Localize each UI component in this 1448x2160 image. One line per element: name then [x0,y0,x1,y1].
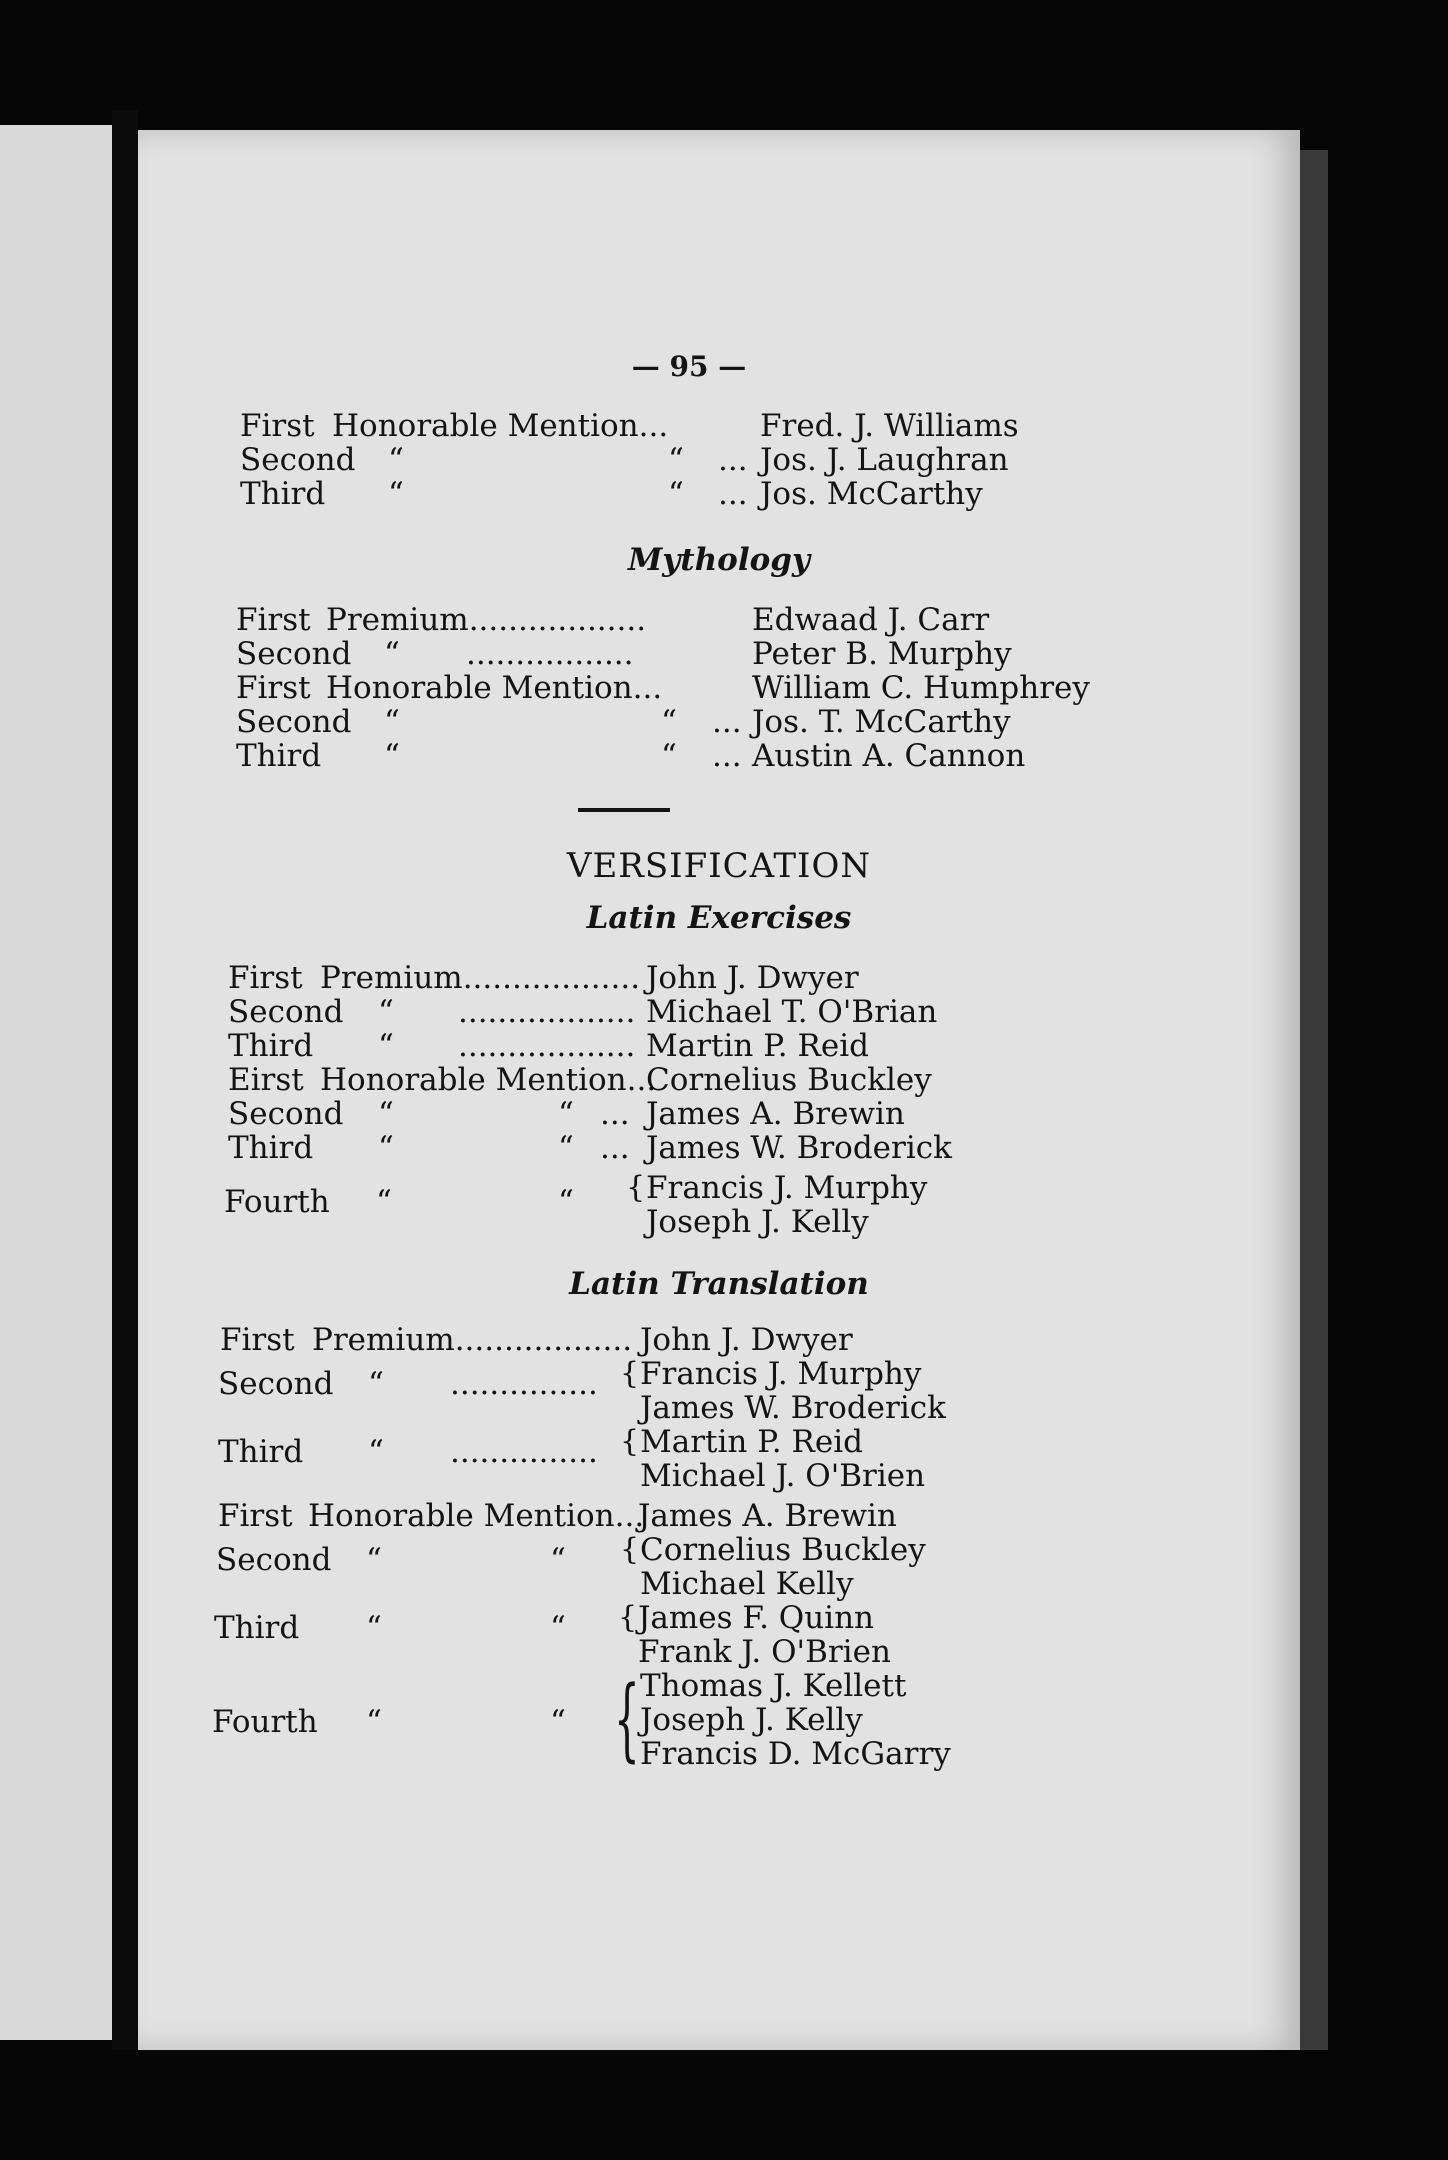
rank-label: Third [214,1610,300,1646]
ditto-mark: “ [378,1096,394,1132]
ditto-mark: “ [378,994,394,1030]
brace-glyph: { [626,1170,646,1205]
dot-leader: ... [600,1096,630,1132]
rank-label: Third [236,738,322,774]
page-edge-shadow [1300,150,1328,2050]
book-page [138,130,1300,2050]
ditto-mark: “ [550,1610,566,1646]
brace-glyph: { [614,1667,640,1772]
ditto-mark: “ [384,738,400,774]
rank-label: Second [216,1542,332,1578]
recipient-name: Michael T. O'Brian [646,994,938,1030]
rank-label: First [220,1322,295,1358]
rank-label: Second [228,994,344,1030]
ditto-mark: “ [388,476,404,512]
recipient-name: Jos. T. McCarthy [752,704,1011,740]
page-number: — 95 — [631,350,747,383]
brace-glyph: { [620,1424,640,1459]
recipient-name: Francis J. Murphy [640,1356,922,1392]
recipient-name: Joseph J. Kelly [646,1204,869,1240]
award-label: Honorable Mention... [326,670,663,706]
dot-leader: ............... [450,1366,598,1402]
ditto-mark: “ [558,1096,574,1132]
rank-label: Third [228,1028,314,1064]
recipient-name: Peter B. Murphy [752,636,1012,672]
brace-glyph: { [620,1532,640,1567]
recipient-name: Jos. J. Laughran [760,442,1009,478]
recipient-name: Michael Kelly [640,1566,854,1602]
rank-label: First [218,1498,293,1534]
facing-page-edge [0,125,112,2040]
recipient-name: Michael J. O'Brien [640,1458,926,1494]
ditto-mark: “ [550,1542,566,1578]
book-gutter [112,110,138,2050]
section-heading-latin-exercises: Latin Exercises [586,900,852,936]
rank-label: First [236,670,311,706]
rank-label: First [240,408,315,444]
dot-leader: ... [712,738,742,774]
rank-label: Second [218,1366,334,1402]
recipient-name: Joseph J. Kelly [640,1702,863,1738]
recipient-name: Martin P. Reid [646,1028,869,1064]
ditto-mark: “ [550,1704,566,1740]
ditto-mark: “ [558,1130,574,1166]
brace-glyph: { [620,1356,640,1391]
dot-leader: ... [718,476,748,512]
recipient-name: John J. Dwyer [646,960,859,996]
award-label: Premium.................. [326,602,647,638]
rank-label: Third [218,1434,304,1470]
dot-leader: .................. [458,1028,636,1064]
rank-label: Eirst [228,1062,304,1098]
ditto-mark: “ [378,1130,394,1166]
award-label: Premium.................. [312,1322,633,1358]
award-label: Honorable Mention... [332,408,669,444]
ditto-mark: “ [366,1610,382,1646]
recipient-name: James F. Quinn [638,1600,875,1636]
recipient-name: James W. Broderick [640,1390,946,1426]
dot-leader: .................. [458,994,636,1030]
rank-label: Third [240,476,326,512]
recipient-name: Francis D. McGarry [640,1736,951,1772]
dot-leader: ... [712,704,742,740]
ditto-mark: “ [378,1028,394,1064]
award-label: Premium.................. [320,960,641,996]
recipient-name: John J. Dwyer [640,1322,853,1358]
ditto-mark: “ [384,704,400,740]
ditto-mark: “ [668,476,684,512]
ditto-mark: “ [388,442,404,478]
recipient-name: Austin A. Cannon [752,738,1026,774]
recipient-name: Frank J. O'Brien [638,1634,891,1670]
rank-label: Second [236,704,352,740]
dot-leader: ................. [466,636,634,672]
section-heading-latin-translation: Latin Translation [569,1266,869,1302]
recipient-name: Edwaad J. Carr [752,602,990,638]
ditto-mark: “ [366,1542,382,1578]
award-label: Honorable Mention... [308,1498,645,1534]
dot-leader: ............... [450,1434,598,1470]
section-title-versification: VERSIFICATION [566,846,872,886]
recipient-name: Fred. J. Williams [760,408,1019,444]
rank-label: First [236,602,311,638]
section-divider [578,808,670,812]
recipient-name: Francis J. Murphy [646,1170,928,1206]
rank-label: Second [236,636,352,672]
rank-label: First [228,960,303,996]
recipient-name: Martin P. Reid [640,1424,863,1460]
rank-label: Fourth [212,1704,318,1740]
ditto-mark: “ [368,1366,384,1402]
brace-glyph: { [618,1600,638,1635]
award-label: Honorable Mention... [320,1062,657,1098]
recipient-name: William C. Humphrey [752,670,1090,706]
ditto-mark: “ [558,1184,574,1220]
recipient-name: James A. Brewin [638,1498,897,1534]
recipient-name: Jos. McCarthy [760,476,983,512]
ditto-mark: “ [668,442,684,478]
recipient-name: James W. Broderick [646,1130,952,1166]
rank-label: Fourth [224,1184,330,1220]
ditto-mark: “ [366,1704,382,1740]
rank-label: Third [228,1130,314,1166]
ditto-mark: “ [661,738,677,774]
ditto-mark: “ [376,1184,392,1220]
ditto-mark: “ [368,1434,384,1470]
recipient-name: Cornelius Buckley [640,1532,926,1568]
section-heading-mythology: Mythology [627,542,810,578]
recipient-name: Cornelius Buckley [646,1062,932,1098]
ditto-mark: “ [661,704,677,740]
recipient-name: Thomas J. Kellett [640,1668,907,1704]
recipient-name: James A. Brewin [646,1096,905,1132]
dot-leader: ... [718,442,748,478]
ditto-mark: “ [384,636,400,672]
rank-label: Second [228,1096,344,1132]
dot-leader: ... [600,1130,630,1166]
rank-label: Second [240,442,356,478]
